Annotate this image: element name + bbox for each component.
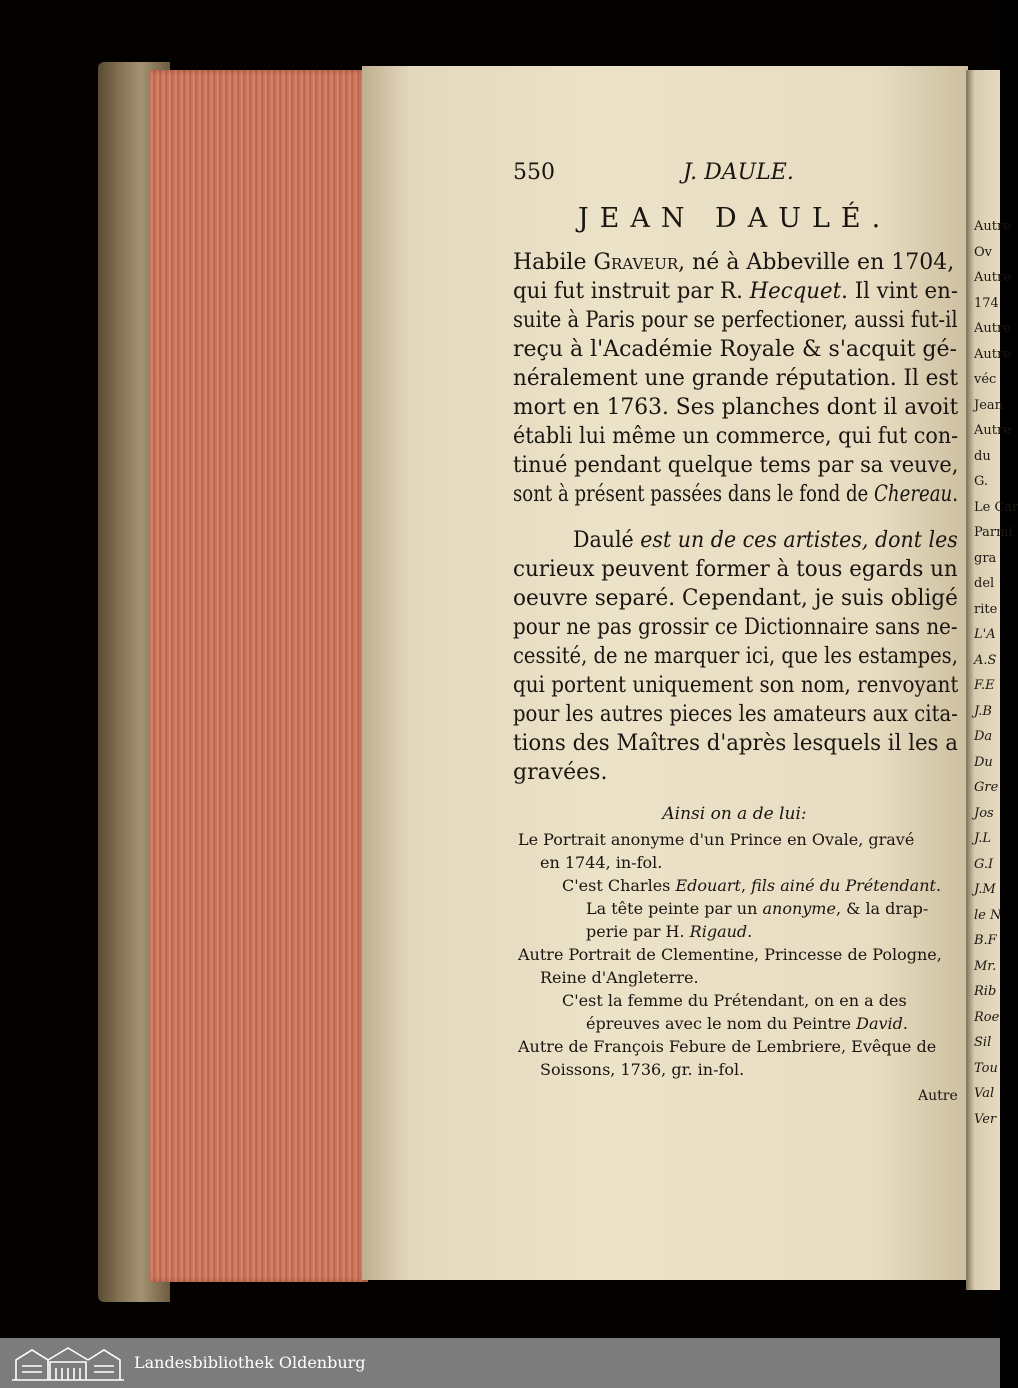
text-fragment: qui portent uniquement son nom, renvoyant <box>513 673 959 698</box>
text-fragment: Edouart <box>675 876 741 895</box>
text-line <box>586 901 928 917</box>
text-fragment: C'est Charles <box>562 876 676 895</box>
facing-page-fragment: rite <box>974 601 998 617</box>
facing-page-fragment: Le Car <box>974 499 1018 515</box>
text-line <box>540 1062 744 1078</box>
text-line <box>513 646 958 668</box>
facing-page-fragment: Tou <box>974 1060 998 1076</box>
facing-page-fragment: del <box>974 576 995 591</box>
facing-page-fragment: J.M <box>974 882 996 897</box>
facing-page-fragment: Autre <box>974 321 1011 336</box>
text-line <box>518 832 914 848</box>
text-fragment: , né à Abbeville en 1704, <box>678 250 955 275</box>
facing-page-fragment: Rib <box>974 984 997 999</box>
facing-page-fragment: Val <box>974 1086 995 1101</box>
text-line <box>513 704 958 726</box>
facing-page-fragment: Ver <box>974 1111 997 1127</box>
text-fragment: reçu à l'Académie Royale & s'acquit gé- <box>513 337 957 362</box>
library-building-icon <box>10 1344 126 1382</box>
facing-page-fragment: G.I <box>974 856 994 872</box>
text-line <box>540 970 699 986</box>
facing-page-fragment: Autre <box>974 346 1011 362</box>
text-fragment: pour ne pas grossir ce Dictionnaire sans ne- <box>513 615 958 640</box>
facing-page-fragment: 174 <box>974 295 999 311</box>
facing-page-fragment: gra <box>974 550 997 566</box>
text-line <box>513 455 958 477</box>
text-fragment: pour les autres pieces les amateurs aux cita- <box>513 702 958 727</box>
text-line <box>518 1039 936 1055</box>
running-title: J. DAULE. <box>683 160 794 185</box>
facing-page-fragment: Roe <box>974 1009 1000 1025</box>
text-fragment: gravées. <box>513 760 608 785</box>
text-fragment: Chereau <box>874 482 953 507</box>
facing-page-fragment: Autre <box>974 423 1011 438</box>
facing-page-fragment: Jean <box>974 397 1004 413</box>
text-fragment: Daulé <box>573 528 634 553</box>
text-fragment: suite à Paris pour se perfectioner, aussi fut-il <box>513 308 958 333</box>
text-fragment: David <box>856 1014 903 1033</box>
text-line <box>513 675 958 697</box>
text-line <box>562 993 907 1009</box>
text-fragment: fils ainé du Prétendant <box>751 876 936 895</box>
facing-page-fragment: J.B <box>974 703 992 719</box>
text-line <box>518 947 942 963</box>
facing-page-fragment: L'A <box>974 627 996 642</box>
facing-page-fragment: Gre <box>974 780 999 795</box>
text-fragment: . <box>952 482 958 507</box>
text-fragment: , <box>740 876 752 895</box>
text-line <box>513 733 958 755</box>
facing-page-fragment: B.F <box>974 933 997 948</box>
text-fragment: curieux peuvent former à tous egards un <box>513 557 958 582</box>
facing-page-fragment: Ov <box>974 244 993 260</box>
facing-page-fragment: Mr. <box>974 958 997 974</box>
text-fragment: Hecquet <box>749 279 842 304</box>
facing-page-fragment: le N <box>974 907 1002 923</box>
text-fragment: établi lui même un commerce, qui fut con- <box>513 424 959 449</box>
text-fragment: . <box>902 1014 908 1033</box>
facing-page-fragment: G. <box>974 474 989 489</box>
text-fragment: La tête peinte par un <box>586 899 763 918</box>
text-fragment: . Il vint en- <box>841 279 959 304</box>
library-name: Landesbibliothek Oldenburg <box>134 1353 366 1372</box>
text-line <box>513 397 958 419</box>
text-fragment: , & la drap- <box>835 899 929 918</box>
text-fragment: tinué pendant quelque tems par sa veuve, <box>513 453 959 478</box>
facing-page-fragment: Autre <box>974 270 1011 285</box>
text-line <box>586 924 752 940</box>
text-fragment: néralement une grande réputation. Il est <box>513 366 958 391</box>
text-fragment: perie par H. <box>586 922 690 941</box>
text-fragment: Rigaud <box>689 922 748 941</box>
text-line <box>540 855 662 871</box>
facing-page-fragment: Du <box>974 754 993 770</box>
facing-page-fragment: Da <box>974 729 993 744</box>
text-fragment: Reine d'Angleterre. <box>540 968 699 987</box>
text-fragment: cessité, de ne marquer ici, que les estampes, <box>513 644 958 669</box>
text-fragment: Autre de François Febure de Lembriere, Evêque de <box>518 1037 937 1056</box>
facing-page <box>966 70 1018 1290</box>
list-heading: Ainsi on a de lui: <box>662 804 807 824</box>
text-fragment: qui fut instruit par R. <box>513 279 750 304</box>
text-fragment: Habile <box>513 250 594 275</box>
text-fragment: Le Portrait anonyme d'un Prince en Ovale, gravé <box>518 830 915 849</box>
text-fragment: tions des Maîtres d'après lesquels il les a <box>513 731 958 756</box>
page-number: 550 <box>513 160 555 185</box>
page-edges <box>150 70 368 1282</box>
text-fragment: est un de ces artistes, dont les <box>633 528 958 553</box>
facing-page-fragment: Sil <box>974 1035 992 1050</box>
text-fragment: sont à présent passées dans le fond de <box>513 482 875 507</box>
text-line <box>513 617 958 639</box>
text-line <box>513 281 958 303</box>
text-fragment: Soissons, 1736, gr. in-fol. <box>540 1060 745 1079</box>
text-line <box>513 762 607 784</box>
text-line <box>513 426 958 448</box>
text-line <box>513 368 958 390</box>
text-fragment: . <box>935 876 942 895</box>
text-line <box>513 339 957 361</box>
text-fragment: épreuves avec le nom du Peintre <box>586 1014 857 1033</box>
text-line <box>513 588 958 610</box>
facing-page-fragment: du <box>974 448 991 464</box>
catchword: Autre <box>918 1088 958 1104</box>
facing-page-fragment: Jos <box>974 805 994 821</box>
text-line <box>513 252 954 274</box>
text-fragment: oeuvre separé. Cependant, je suis obligé <box>513 586 958 611</box>
text-line <box>586 1016 908 1032</box>
facing-page-fragment: Parmi <box>974 525 1013 540</box>
text-line <box>513 484 958 506</box>
facing-page-fragment: F.E <box>974 678 995 693</box>
facing-page-fragment: J.L <box>974 831 991 846</box>
text-fragment: Autre Portrait de Clementine, Princesse de Pologne, <box>518 945 942 964</box>
text-fragment: anonyme <box>762 899 836 918</box>
text-fragment: . <box>747 922 753 941</box>
text-fragment: C'est la femme du Prétendant, on en a des <box>562 991 907 1010</box>
chapter-title: JEAN DAULÉ. <box>577 203 892 234</box>
facing-page-fragment: A.S <box>974 652 997 668</box>
facing-page-fragment: Autre <box>974 219 1011 234</box>
facing-page-fragment: véc <box>974 372 997 387</box>
text-fragment: mort en 1763. Ses planches dont il avoit <box>513 395 959 420</box>
text-fragment: en 1744, in-fol. <box>540 853 663 872</box>
footer-bar <box>0 1338 1000 1388</box>
text-line <box>573 530 958 552</box>
text-line <box>513 559 958 581</box>
text-line <box>513 310 958 332</box>
text-line <box>562 878 941 894</box>
text-fragment: Graveur <box>593 250 679 275</box>
